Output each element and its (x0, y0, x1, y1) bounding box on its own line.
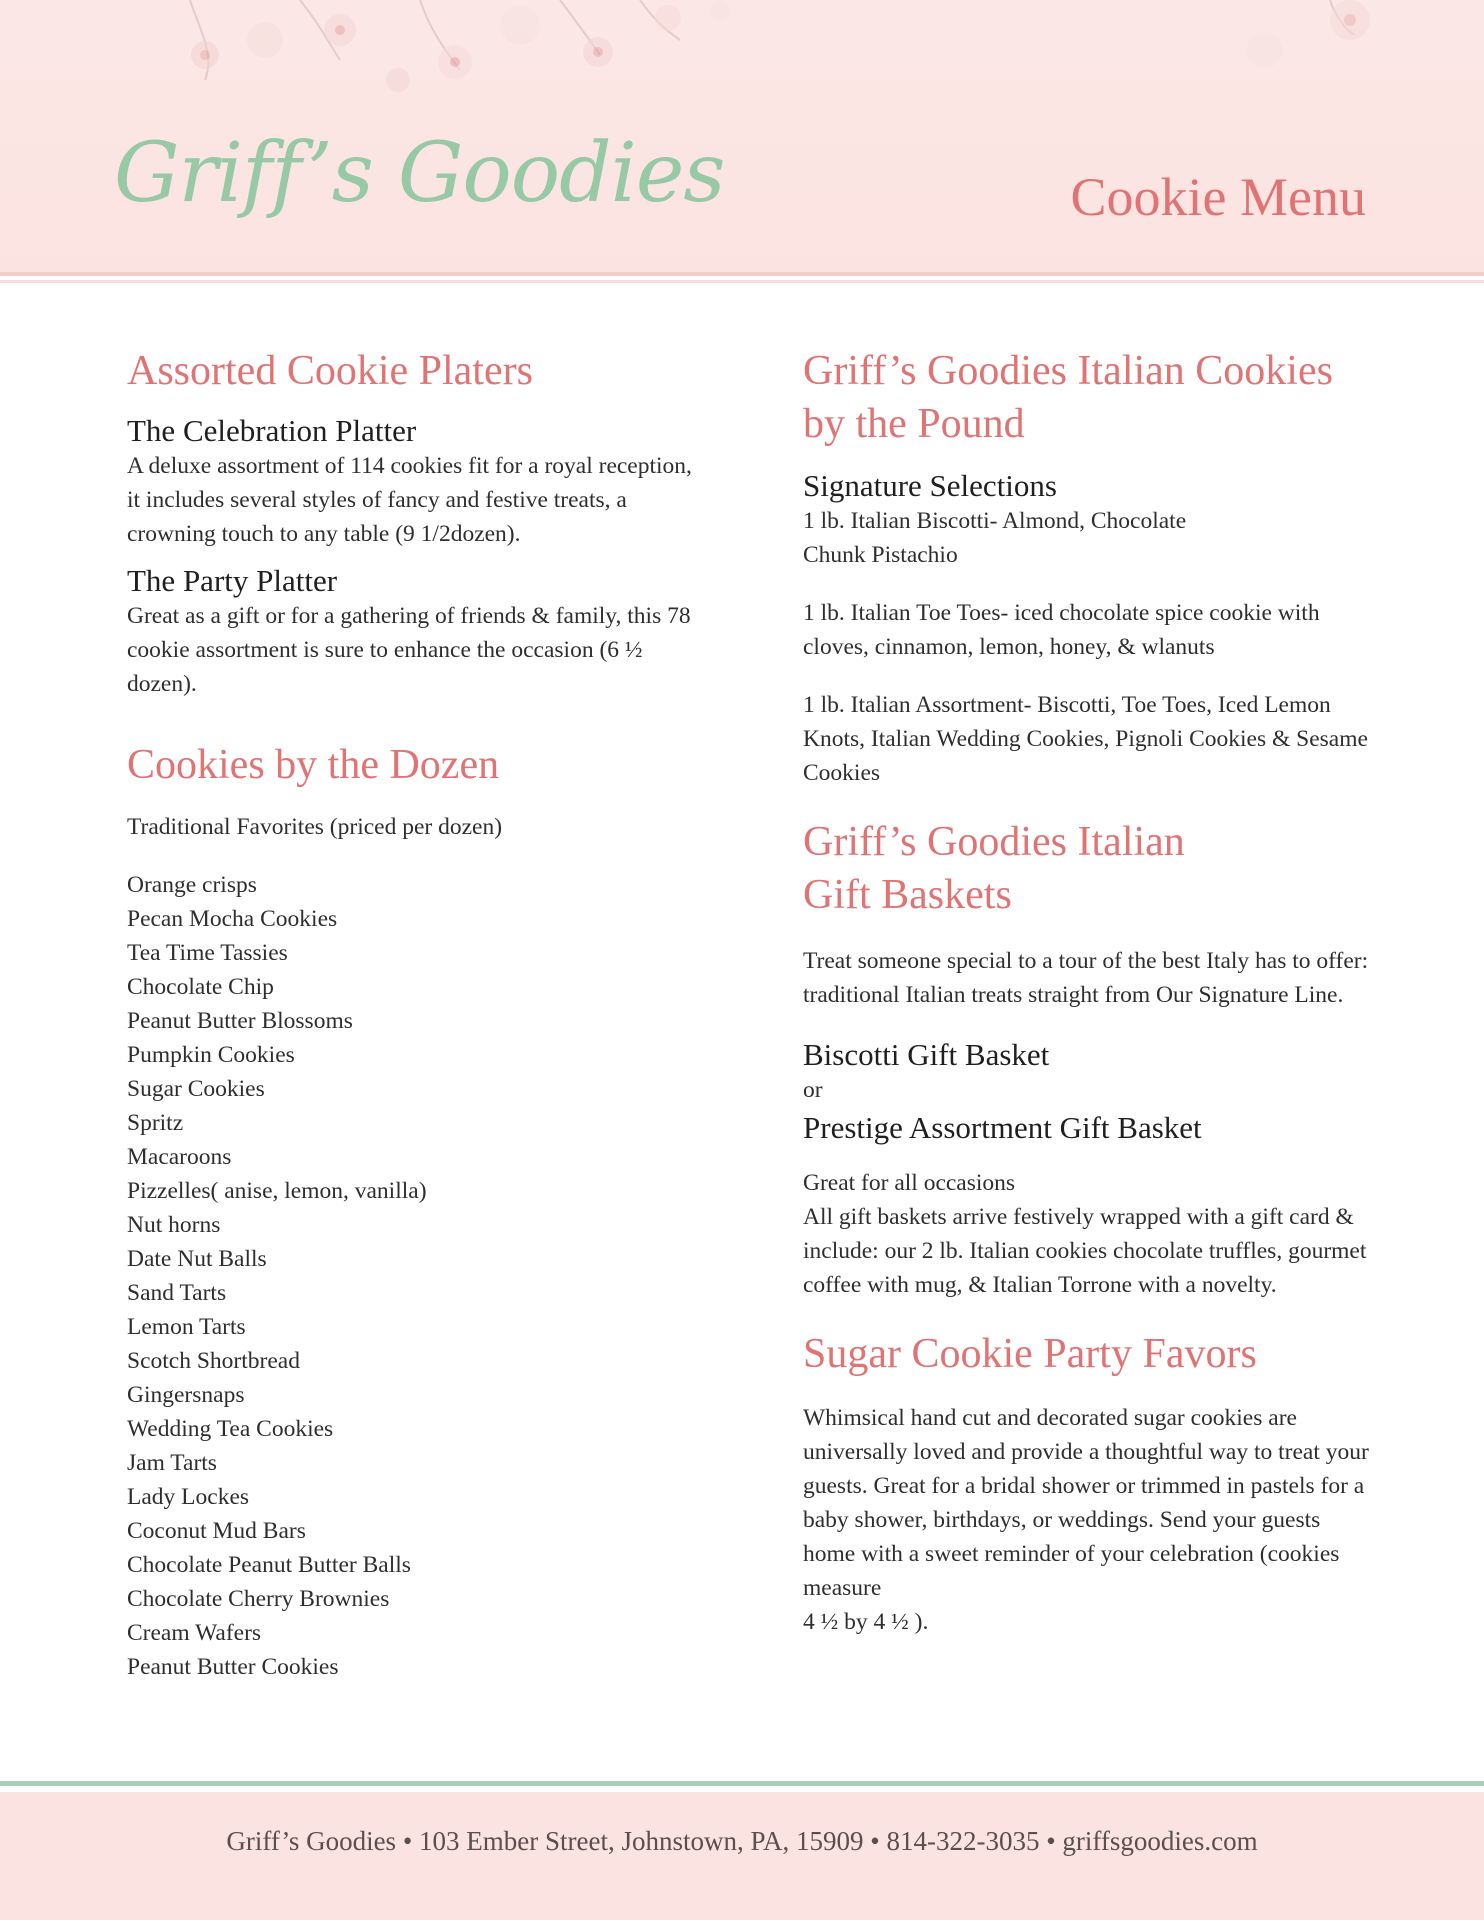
right-column (803, 345, 1373, 1639)
dozen-subheading: Traditional Favorites (priced per dozen) (127, 814, 503, 840)
cherry-blossom-decoration (0, 0, 1484, 130)
list-item: Cream Wafers (127, 1620, 262, 1646)
prestige-basket-title: Prestige Assortment Gift Basket (803, 1110, 1202, 1145)
platters-heading: Assorted Cookie Platers (127, 348, 533, 394)
list-item: Pizzelles( anise, lemon, vanilla) (127, 1178, 427, 1204)
baskets-section (803, 816, 1373, 1302)
list-item: Sugar Cookies (127, 1076, 265, 1102)
favors-section (803, 1328, 1373, 1639)
dozen-section (127, 739, 707, 1684)
left-column (127, 345, 707, 1684)
baskets-heading-line2: Gift Baskets (803, 872, 1012, 918)
cookie-list (127, 868, 707, 1684)
list-item: Spritz (127, 1110, 184, 1136)
list-item: Lemon Tarts (127, 1314, 246, 1340)
signature-selections-title: Signature Selections (803, 468, 1057, 503)
header-divider (0, 272, 1484, 276)
basket-or: or (803, 1077, 823, 1103)
list-item: Orange crisps (127, 872, 257, 898)
platters-section (127, 345, 707, 701)
list-item: Chocolate Chip (127, 974, 274, 1000)
biscotti-basket-title: Biscotti Gift Basket (803, 1037, 1050, 1072)
list-item: Chocolate Cherry Brownies (127, 1586, 390, 1612)
pound-heading-line1: Griff’s Goodies Italian Cookies (803, 348, 1333, 394)
page-title: Cookie Menu (1070, 167, 1366, 227)
list-item: Tea Time Tassies (127, 940, 288, 966)
footer-contact: Griff’s Goodies • 103 Ember Street, Johnstown, PA, 15909 • 814-322-3035 • griffsgoodies.com (226, 1826, 1258, 1856)
pound-section (803, 345, 1373, 790)
favors-desc-end: 4 ½ by 4 ½ ). (803, 1609, 929, 1635)
header-divider-thin (0, 280, 1484, 283)
baskets-intro: Treat someone special to a tour of the best Italy has to offer: traditional Italian treats straight from Our Signature Line. (803, 948, 1369, 1008)
favors-desc: Whimsical hand cut and decorated sugar cookies are universally loved and provide a thoughtful way to treat your guests. Great for a bridal shower or trimmed in pastels for a baby shower, birthdays, or weddings. Send your guests home with a sweet reminder of your celebration (cookies measure (803, 1405, 1369, 1601)
brand-logo: Griff’s Goodies (114, 126, 725, 221)
party-platter-title: The Party Platter (127, 563, 338, 598)
list-item: Lady Lockes (127, 1484, 250, 1510)
party-platter-desc: Great as a gift or for a gathering of friends & family, this 78 cookie assortment is sure to enhance the occasion (6 ½ dozen). (127, 603, 691, 697)
list-item: Pecan Mocha Cookies (127, 906, 338, 932)
list-item: Jam Tarts (127, 1450, 217, 1476)
header-banner (0, 0, 1484, 272)
list-item: Sand Tarts (127, 1280, 227, 1306)
pound-heading-line2: by the Pound (803, 401, 1025, 447)
baskets-details: All gift baskets arrive festively wrapped with a gift card & include: our 2 lb. Italian cookies chocolate truffles, gourmet coffee with mug, & Italian Torrone with a novelty. (803, 1204, 1367, 1298)
list-item: Scotch Shortbread (127, 1348, 300, 1374)
assortment-item: 1 lb. Italian Assortment- Biscotti, Toe Toes, Iced Lemon Knots, Italian Wedding Cookies, Pignoli Cookies & Sesame Cookies (803, 692, 1368, 786)
list-item: Peanut Butter Cookies (127, 1654, 339, 1680)
list-item: Chocolate Peanut Butter Balls (127, 1552, 411, 1578)
footer-divider (0, 1781, 1484, 1786)
celebration-platter-title: The Celebration Platter (127, 413, 417, 448)
list-item: Nut horns (127, 1212, 221, 1238)
list-item: Peanut Butter Blossoms (127, 1008, 353, 1034)
list-item: Coconut Mud Bars (127, 1518, 306, 1544)
list-item: Date Nut Balls (127, 1246, 267, 1272)
list-item: Macaroons (127, 1144, 232, 1170)
biscotti-item-line2: Chunk Pistachio (803, 542, 958, 568)
list-item: Gingersnaps (127, 1382, 245, 1408)
dozen-heading: Cookies by the Dozen (127, 742, 500, 788)
celebration-platter-desc: A deluxe assortment of 114 cookies fit for a royal reception, it includes several styles of fancy and festive treats, a crowning touch to any table (9 1/2dozen). (127, 453, 692, 547)
toe-toes-item: 1 lb. Italian Toe Toes- iced chocolate spice cookie with cloves, cinnamon, lemon, honey, & wlanuts (803, 600, 1320, 660)
biscotti-item-line1: 1 lb. Italian Biscotti- Almond, Chocolate (803, 508, 1187, 534)
list-item: Wedding Tea Cookies (127, 1416, 334, 1442)
list-item: Pumpkin Cookies (127, 1042, 295, 1068)
favors-heading: Sugar Cookie Party Favors (803, 1331, 1257, 1377)
baskets-occasions: Great for all occasions (803, 1170, 1016, 1196)
baskets-heading-line1: Griff’s Goodies Italian (803, 819, 1185, 865)
